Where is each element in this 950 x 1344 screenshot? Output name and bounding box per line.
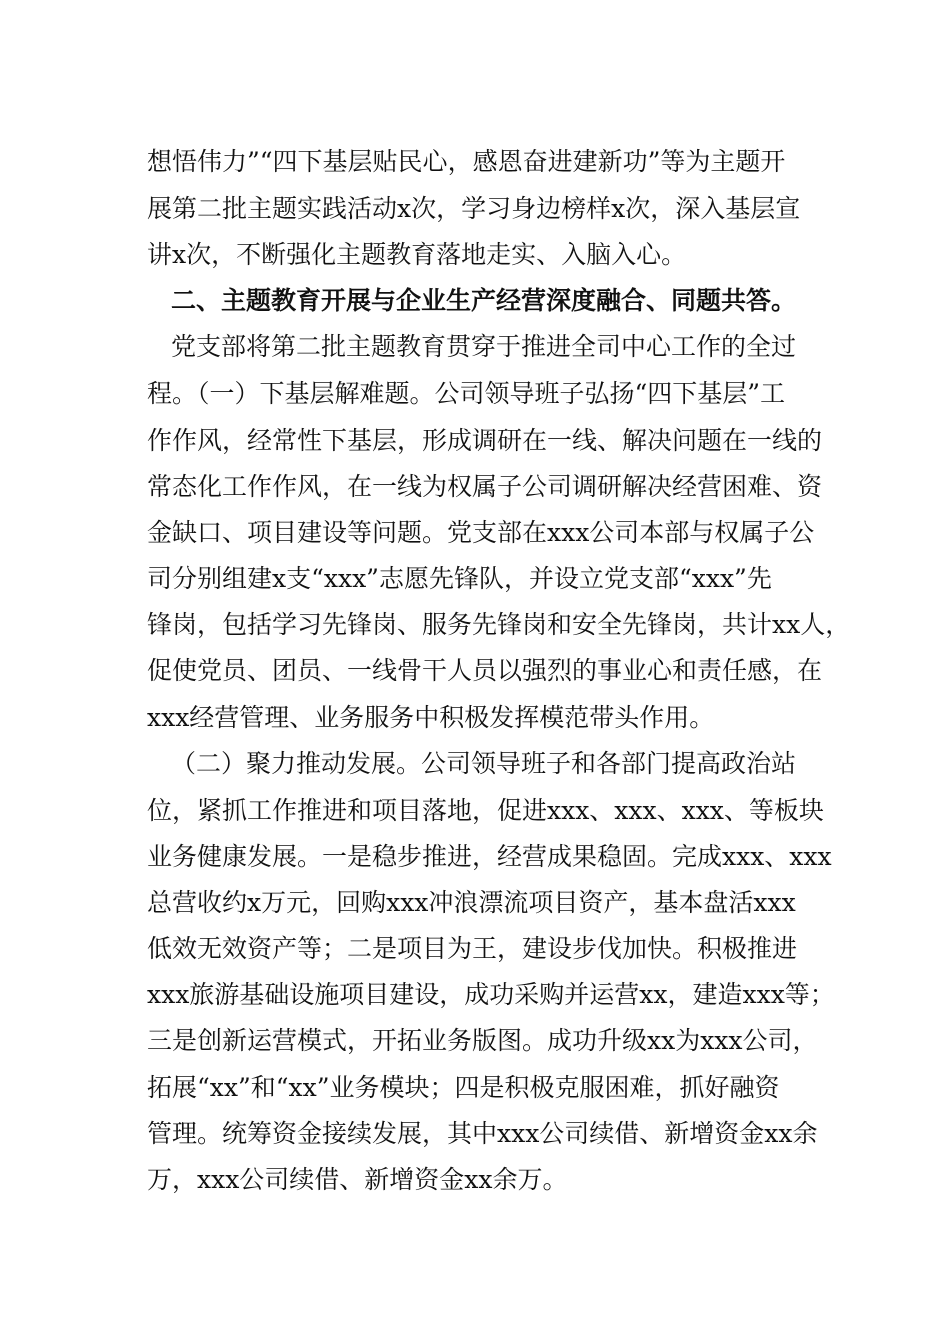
- text-line: 讲x次，不断强化主题教育落地走实、入脑入心。: [147, 240, 687, 269]
- text-line: 展第二批主题实践活动x次，学习身边榜样x次，深入基层宣: [147, 194, 801, 223]
- text-line: 锋岗，包括学习先锋岗、服务先锋岗和安全先锋岗，共计xx人，: [147, 610, 851, 639]
- text-line: 管理。统筹资金接续发展，其中xxx公司续借、新增资金xx余: [147, 1119, 818, 1148]
- text-line: 程。（一）下基层解难题。公司领导班子弘扬“四下基层”工: [147, 379, 786, 408]
- text-line: 万，xxx公司续借、新增资金xx余万。: [147, 1165, 568, 1194]
- text-line: 拓展“xx”和“xx”业务模块；四是积极克服困难，抓好融资: [147, 1073, 780, 1102]
- section-heading: 二、主题教育开展与企业生产经营深度融合、同题共答。: [171, 286, 797, 315]
- text-line: 位，紧抓工作推进和项目落地，促进xxx、xxx、xxx、等板块: [147, 796, 824, 825]
- text-line: 作作风，经常性下基层，形成调研在一线、解决问题在一线的: [147, 426, 823, 455]
- text-line: 总营收约x万元，回购xxx冲浪漂流项目资产，基本盘活xxx: [147, 888, 796, 917]
- text-line: 三是创新运营模式，开拓业务版图。成功升级xx为xxx公司，: [147, 1026, 818, 1055]
- text-line: xxx旅游基础设施项目建设，成功采购并运营xx，建造xxx等；: [147, 980, 835, 1009]
- text-line: 业务健康发展。一是稳步推进，经营成果稳固。完成xxx、xxx: [147, 842, 832, 871]
- text-line: 想悟伟力”“四下基层贴民心，感恩奋进建新功”等为主题开: [147, 147, 786, 176]
- text-line: 司分别组建x支“xxx”志愿先锋队，并设立党支部“xxx”先: [147, 564, 772, 593]
- text-line: 低效无效资产等；二是项目为王，建设步伐加快。积极推进: [147, 934, 798, 963]
- text-line: （二）聚力推动发展。公司领导班子和各部门提高政治站: [171, 749, 797, 778]
- text-line: 常态化工作作风，在一线为权属子公司调研解决经营困难、资: [147, 472, 823, 501]
- text-line: xxx经营管理、业务服务中积极发挥模范带头作用。: [147, 703, 715, 732]
- text-line: 金缺口、项目建设等问题。党支部在xxx公司本部与权属子公: [147, 518, 815, 547]
- text-line: 党支部将第二批主题教育贯穿于推进全司中心工作的全过: [171, 332, 797, 361]
- text-line: 促使党员、团员、一线骨干人员以强烈的事业心和责任感，在: [147, 656, 823, 685]
